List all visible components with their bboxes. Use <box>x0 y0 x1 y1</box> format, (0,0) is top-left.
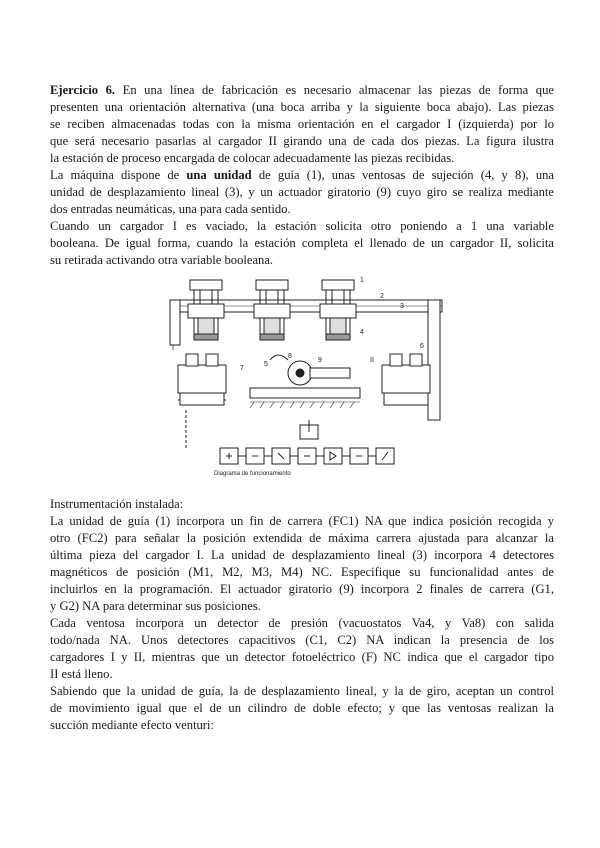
label-2: 2 <box>380 293 384 300</box>
exercise-line: Cuando un cargador I es vaciado, la estación solicita otro poniendo a 1 una variable <box>50 219 554 233</box>
exercise-line: que será necesario pasarlas al cargador II girando una de cada dos piezas. La figura ilustra <box>50 134 554 148</box>
instrumentation-line: magnéticos de posición (M1, M2, M3, M4) NC. Especifique su funcionalidad antes de <box>50 565 554 579</box>
exercise-heading: Ejercicio 6. <box>50 83 116 97</box>
label-8: 8 <box>288 353 292 360</box>
label-magazine-II: II <box>370 357 374 364</box>
label-1: 1 <box>360 277 364 284</box>
instrumentation-line: incluirlos en la programación. El actuador giratorio (9) incorpora 2 finales de carrera (G1, <box>50 582 554 596</box>
instrumentation-line: II está lleno. <box>50 667 113 681</box>
instrumentation-line: de movimiento igual que el de un cilindro de doble efecto; y que las ventosas realizan la <box>50 701 554 715</box>
exercise-line: la estación de proceso encargada de colocar adecuadamente las piezas recibidas. <box>50 151 455 165</box>
exercise-text <box>50 82 554 269</box>
instrumentation-line: Sabiendo que la unidad de guía, la de desplazamiento lineal, y la de giro, aceptan un control <box>50 684 554 698</box>
instrumentation-line: todo/nada NA. Unos detectores capacitivos (C1, C2) NA indican la presencia de los <box>50 633 554 647</box>
instrumentation-line: La unidad de guía (1) incorpora un fin de carrera (FC1) NA que indica posición recogida y <box>50 514 554 528</box>
instrumentation-line: cargadores I y II, mientras que un detector fotoeléctrico (F) NC indica que el cargador tipo <box>50 650 554 664</box>
instrumentation-line: otro (FC2) para señalar la posición extendida de máxima carrera ajustada para alcanzar la <box>50 531 554 545</box>
instrumentation-line: y G2) NA para determinar sus posiciones. <box>50 599 261 613</box>
station-diagram <box>150 270 450 480</box>
exercise-line: unidad de desplazamiento lineal (3), y un actuador giratorio (9) cuyo giro se realiza mediante <box>50 185 554 199</box>
label-4: 4 <box>360 329 364 336</box>
figure-caption: Diagrama de funcionamiento <box>214 471 291 477</box>
instrumentation-line: succión mediante efecto venturi: <box>50 718 215 732</box>
label-5: 5 <box>264 361 268 368</box>
exercise-line: presenten una orientación alternativa (una boca arriba y la siguiente boca abajo). Las piezas <box>50 100 554 114</box>
instrumentation-line: Cada ventosa incorpora un detector de presión (vacuostatos Va4, y Va8) con salida <box>50 616 554 630</box>
exercise-line: booleana. De igual forma, cuando la estación completa el llenado de un cargador II, solicita <box>50 236 554 250</box>
label-7: 7 <box>240 365 244 372</box>
exercise-line: La máquina dispone de una unidad de guía (1), unas ventosas de sujeción (4, y 8), una <box>50 168 555 182</box>
label-3: 3 <box>400 303 404 310</box>
label-6: 6 <box>420 343 424 350</box>
instrumentation-text <box>50 496 554 734</box>
exercise-line: Ejercicio 6. En una línea de fabricación es necesario almacenar las piezas de forma que <box>50 83 554 97</box>
label-9: 9 <box>318 357 322 364</box>
station-diagram-drawing <box>150 270 450 480</box>
exercise-line: su retirada activando otra variable booleana. <box>50 253 274 267</box>
label-magazine-I: I <box>172 345 174 352</box>
exercise-line: dos entradas neumáticas, una para cada sentido. <box>50 202 291 216</box>
instrumentation-line: última pieza del cargador I. La unidad de desplazamiento lineal (3) incorpora 4 detectores <box>50 548 554 562</box>
exercise-line: se reciben almacenadas todas con la misma orientación en el cargador I (izquierda) por lo <box>50 117 554 131</box>
instrumentation-title: Instrumentación instalada: <box>50 497 184 511</box>
